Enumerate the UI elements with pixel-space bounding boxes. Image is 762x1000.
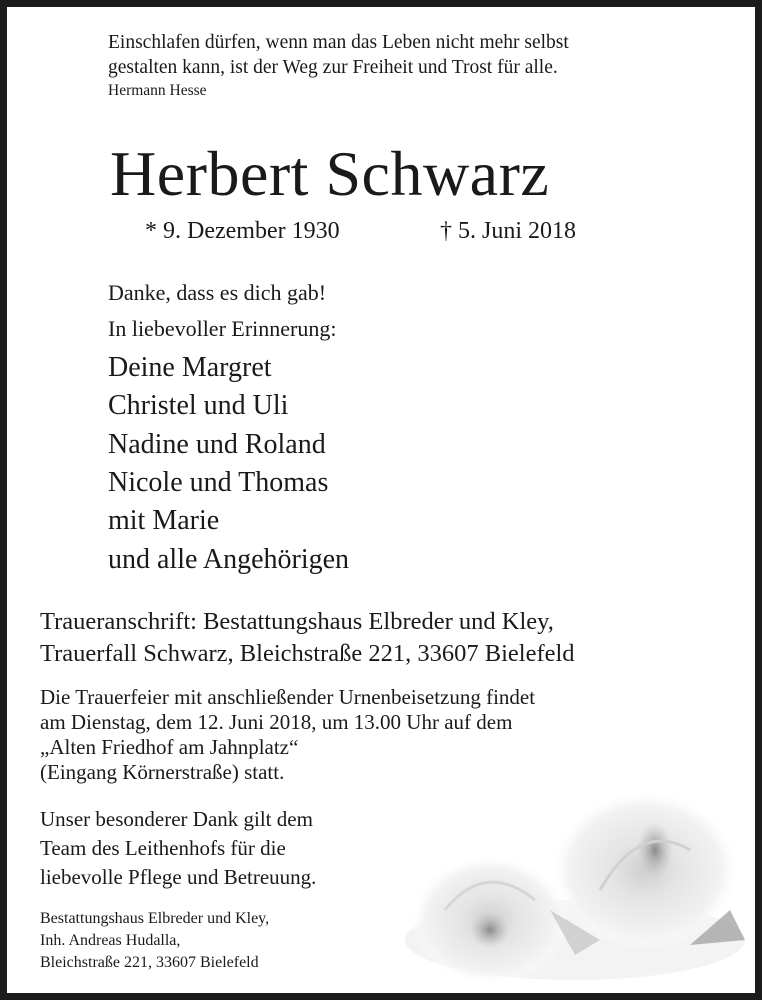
funeral-home-line: Inh. Andreas Hudalla, xyxy=(40,932,181,949)
ceremony-line: Die Trauerfeier mit anschließender Urnenbeisetzung findet xyxy=(40,685,536,709)
gratitude-line: Unser besonderer Dank gilt dem xyxy=(40,807,313,831)
address-line: Traueranschrift: Bestattungshaus Elbreder und Kley, xyxy=(40,608,554,635)
mourner: und alle Angehörigen xyxy=(108,544,350,575)
address-line: Trauerfall Schwarz, Bleichstraße 221, 33607 Bielefeld xyxy=(40,640,575,667)
gratitude-line: liebevolle Pflege und Betreuung. xyxy=(40,865,317,889)
gratitude-line: Team des Leithenhofs für die xyxy=(40,836,286,860)
quote-line: gestalten kann, ist der Weg zur Freiheit und Trost für alle. xyxy=(108,57,558,78)
funeral-home-line: Bleichstraße 221, 33607 Bielefeld xyxy=(40,954,259,971)
memory-intro: In liebevoller Erinnerung: xyxy=(108,316,337,341)
quote-line: Einschlafen dürfen, wenn man das Leben nicht mehr selbst xyxy=(108,32,569,53)
deceased-name: Herbert Schwarz xyxy=(110,138,550,209)
thanks-line: Danke, dass es dich gab! xyxy=(108,280,327,305)
ceremony-line: am Dienstag, dem 12. Juni 2018, um 13.00 Uhr auf dem xyxy=(40,710,513,734)
birth-date: * 9. Dezember 1930 xyxy=(145,218,340,244)
death-date: † 5. Juni 2018 xyxy=(440,218,577,244)
mourner: Deine Margret xyxy=(108,352,272,383)
mourner: Christel und Uli xyxy=(108,390,289,421)
mourner: Nicole und Thomas xyxy=(108,467,329,498)
mourner: Nadine und Roland xyxy=(108,429,326,460)
quote-author: Hermann Hesse xyxy=(108,82,207,99)
ceremony-line: (Eingang Körnerstraße) statt. xyxy=(40,760,285,784)
funeral-home-line: Bestattungshaus Elbreder und Kley, xyxy=(40,910,270,927)
mourner: mit Marie xyxy=(108,505,220,536)
roses-image xyxy=(400,790,755,985)
ceremony-line: „Alten Friedhof am Jahnplatz“ xyxy=(40,735,299,759)
